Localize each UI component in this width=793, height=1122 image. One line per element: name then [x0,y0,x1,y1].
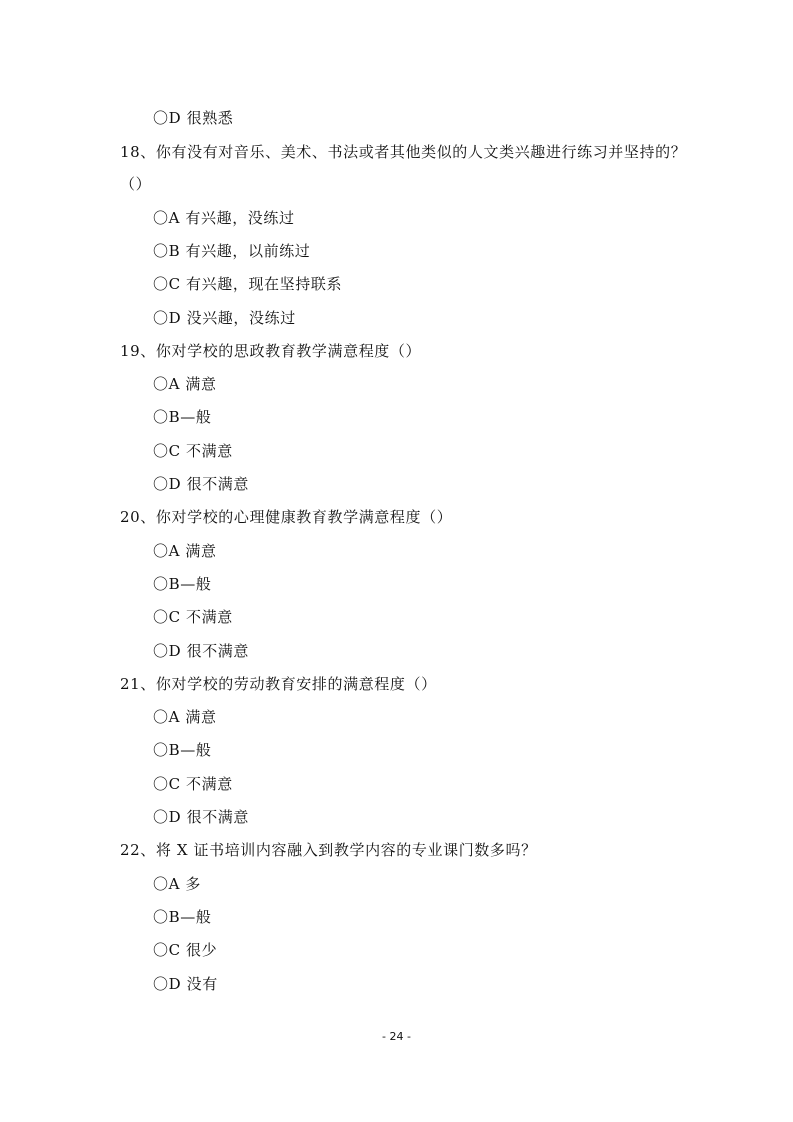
question-21-text: 你对学校的劳动教育安排的满意程度（） [155,675,437,693]
question-18-number: 18、 [120,143,156,161]
option-20-b: 〇B—般 [153,575,212,593]
question-21 [120,674,437,694]
option-21-b: 〇B—般 [153,741,212,759]
option-17-d: 〇D 很熟悉 [153,109,234,127]
question-22-text: 将 X 证书培训内容融入到教学内容的专业课门数多吗？ [155,841,537,859]
option-19-b: 〇B—般 [153,408,212,426]
option-18-c: 〇C 有兴趣，现在坚持联系 [153,275,343,293]
question-21-number: 21、 [120,675,156,693]
option-20-c: 〇C 不满意 [153,608,233,626]
page-number: - 24 - [382,1030,411,1043]
question-19 [120,341,421,361]
option-18-d: 〇D 没兴趣，没练过 [153,309,296,327]
option-19-d: 〇D 很不满意 [153,475,249,493]
question-19-text: 你对学校的思政教育教学满意程度（） [155,342,422,360]
option-19-c: 〇C 不满意 [153,442,233,460]
option-22-b: 〇B—般 [153,908,212,926]
option-18-a: 〇A 有兴趣，没练过 [153,209,295,227]
question-20-text: 你对学校的心理健康教育教学满意程度（） [155,508,453,526]
question-22 [120,840,537,860]
option-18-b: 〇B 有兴趣，以前练过 [153,242,311,260]
option-22-c: 〇C 很少 [153,941,218,959]
option-22-a: 〇A 多 [153,875,202,893]
option-19-a: 〇A 满意 [153,375,217,393]
option-21-d: 〇D 很不满意 [153,808,249,826]
question-18-text: 你有没有对音乐、美术、书法或者其他类似的人文类兴趣进行练习并坚持的？ [155,143,687,161]
option-21-c: 〇C 不满意 [153,775,233,793]
question-20 [120,507,452,527]
option-21-a: 〇A 满意 [153,708,217,726]
question-19-number: 19、 [120,342,156,360]
option-20-a: 〇A 满意 [153,542,217,560]
question-18 [120,142,686,162]
question-22-number: 22、 [120,841,156,859]
question-20-number: 20、 [120,508,156,526]
option-22-d: 〇D 没有 [153,975,218,993]
option-20-d: 〇D 很不满意 [153,642,249,660]
question-18-answer-blank: （） [120,175,152,193]
